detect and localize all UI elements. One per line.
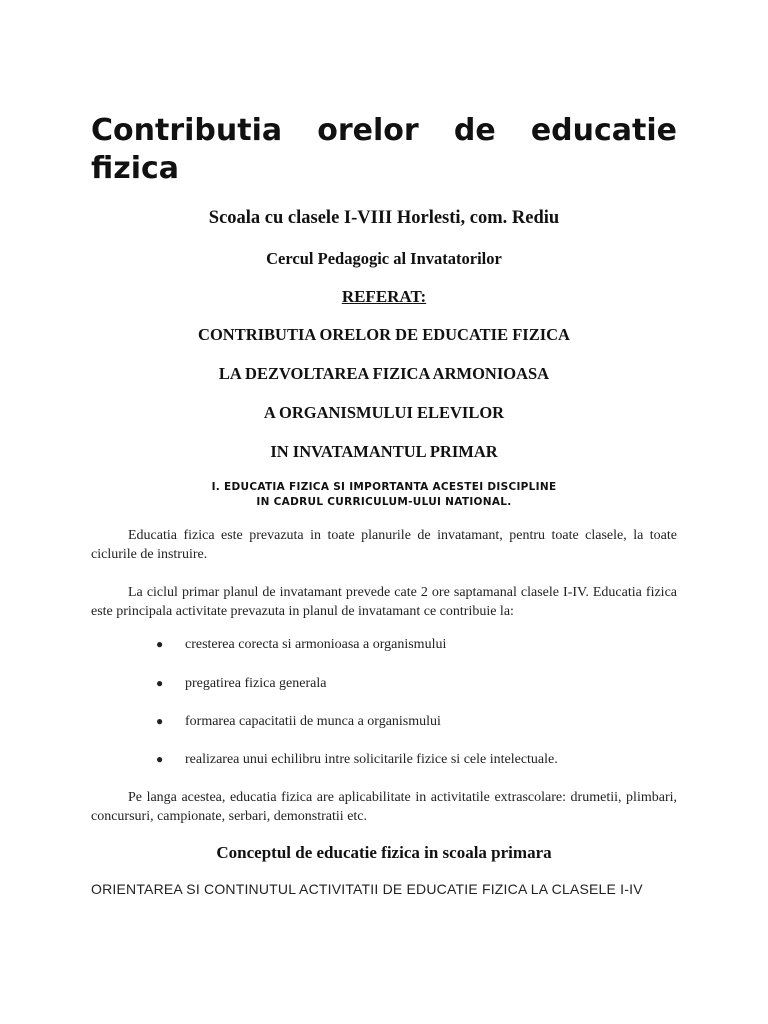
- bullet-text: pregatirea fizica generala: [185, 676, 327, 691]
- paragraph-2: La ciclul primar planul de invatamant prevede cate 2 ore saptamanal clasele I-IV. Educatia fizica este principala activitate prevazuta in planul de invatamant ce contribuie la:: [91, 585, 677, 619]
- concept-heading: Conceptul de educatie fizica in scoala primara: [216, 843, 552, 862]
- bullet-text: cresterea corecta si armonioasa a organismului: [185, 637, 447, 652]
- subtitle-line-2: LA DEZVOLTAREA FIZICA ARMONIOASA: [218, 364, 550, 383]
- bullet-item-3: [156, 712, 441, 731]
- pedagogic-circle: Cercul Pedagogic al Invatatorilor: [266, 249, 502, 268]
- referat-label: REFERAT:: [341, 287, 427, 306]
- bullet-icon: ●: [156, 752, 164, 766]
- bullet-icon: ●: [156, 714, 164, 728]
- bullet-icon: ●: [156, 676, 164, 690]
- subtitle-line-1: CONTRIBUTIA ORELOR DE EDUCATIE FIZICA: [198, 325, 570, 344]
- bullet-item-2: [156, 674, 326, 693]
- document-title-line2: fizica: [91, 151, 180, 186]
- section-heading-line1: I. EDUCATIA FIZICA SI IMPORTANTA ACESTEI DISCIPLINE: [211, 481, 557, 493]
- subtitle-line-4: IN INVATAMANTUL PRIMAR: [270, 442, 498, 461]
- bullet-item-4: [156, 750, 558, 769]
- orientation-heading: ORIENTAREA SI CONTINUTUL ACTIVITATII DE EDUCATIE FIZICA LA CLASELE I-IV: [91, 881, 643, 897]
- section-heading-line2: IN CADRUL CURRICULUM-ULUI NATIONAL.: [256, 495, 512, 508]
- bullet-text: realizarea unui echilibru intre solicitarile fizice si cele intelectuale.: [185, 752, 558, 767]
- paragraph-3: Pe langa acestea, educatia fizica are aplicabilitate in activitatile extrascolare: drumetii, plimbari, concursuri, campionate, serbari, demonstratii etc.: [91, 790, 677, 824]
- school-name: Scoala cu clasele I-VIII Horlesti, com. Rediu: [208, 208, 560, 228]
- paragraph-1: Educatia fizica este prevazuta in toate planurile de invatamant, pentru toate clasele, la toate ciclurile de instruire.: [91, 528, 677, 562]
- bullet-item-1: [156, 635, 446, 654]
- bullet-icon: ●: [156, 637, 164, 651]
- document-title-line1: Contributia orelor de educatie: [91, 113, 677, 148]
- bullet-text: formarea capacitatii de munca a organismului: [185, 714, 441, 729]
- section-heading: [60, 480, 708, 509]
- subtitle-line-3: A ORGANISMULUI ELEVILOR: [263, 403, 505, 422]
